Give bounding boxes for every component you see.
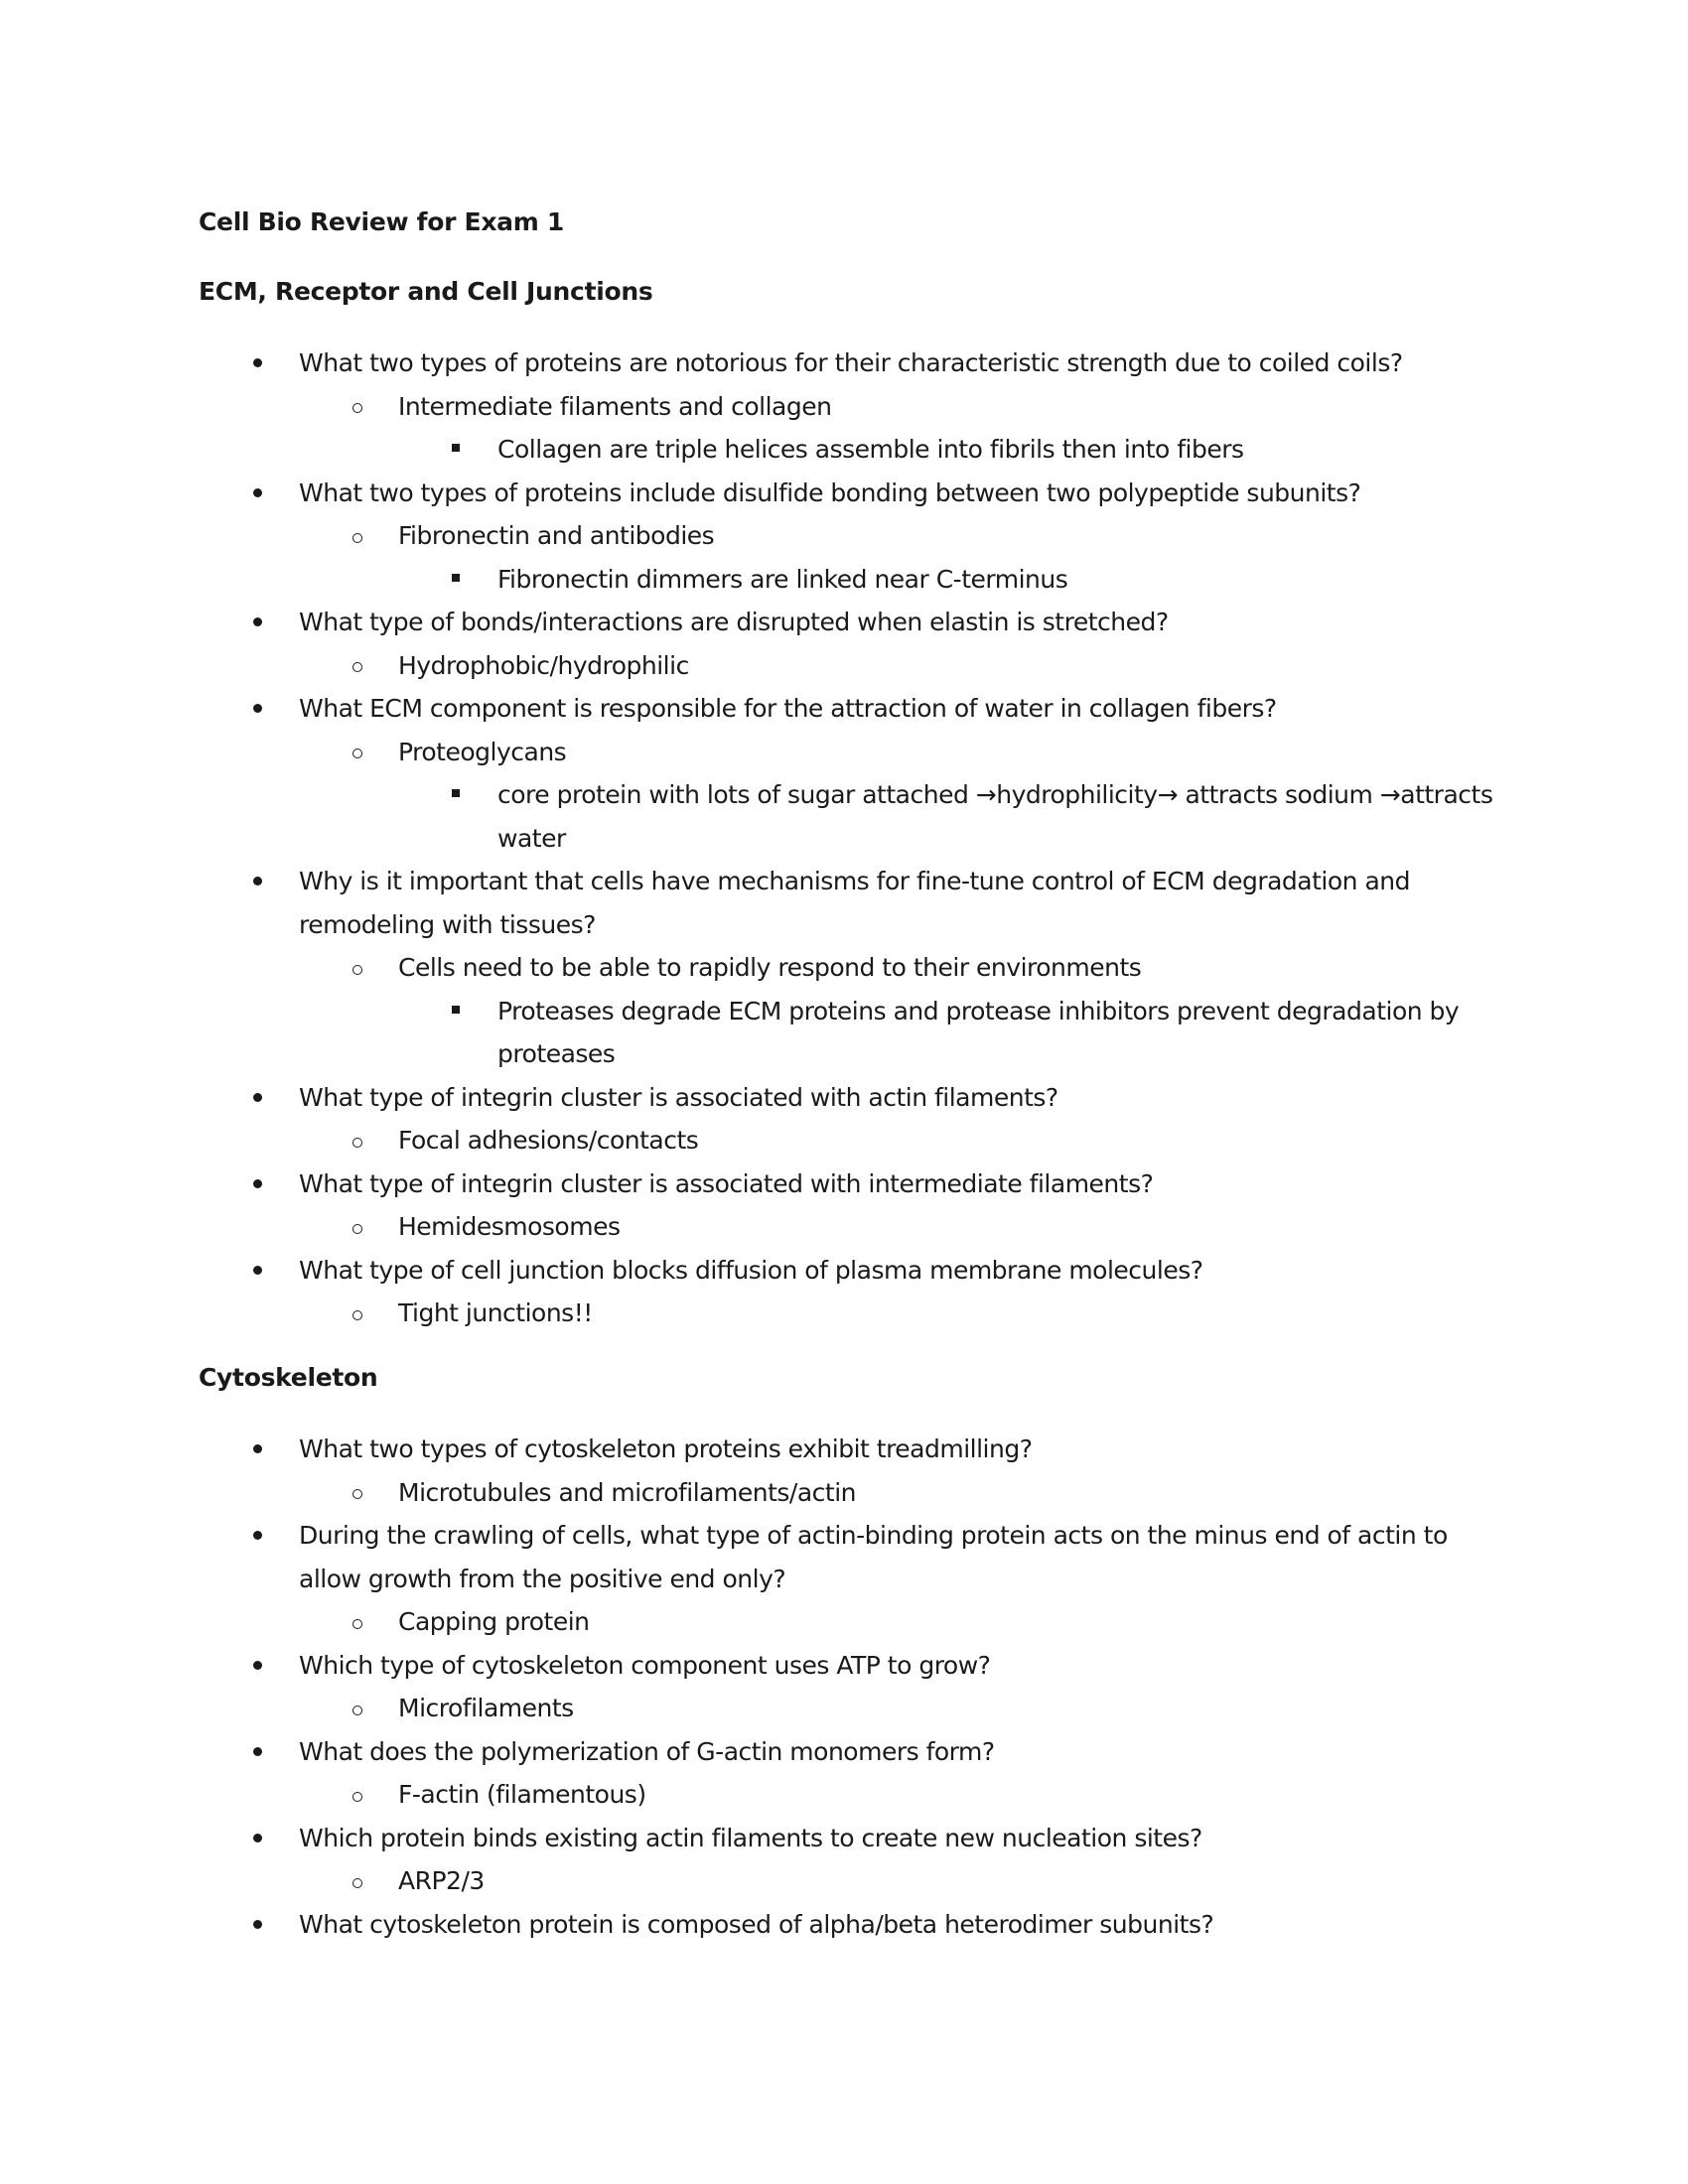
bullet-icon (250, 601, 264, 644)
item-text: Capping protein (398, 1607, 590, 1636)
item-text: core protein with lots of sugar attached →hydrophilicity→ attracts sodium →attracts water (497, 780, 1493, 853)
detail-item (0, 428, 1688, 472)
item-text: Microtubules and microfilaments/actin (398, 1477, 856, 1507)
answer-item (0, 1687, 1688, 1730)
item-text: What type of bonds/interactions are disrupted when elastin is stretched? (299, 608, 1169, 636)
question-item (0, 472, 1688, 515)
bullet-icon (250, 687, 264, 731)
item-text: Microfilaments (398, 1694, 574, 1722)
hollow-bullet-icon (350, 731, 365, 774)
hollow-bullet-icon (350, 1292, 365, 1335)
item-text: What does the polymerization of G-actin monomers form? (299, 1736, 995, 1766)
bullet-icon (250, 1076, 264, 1120)
question-item (0, 1514, 1688, 1600)
bullet-icon (250, 1249, 264, 1293)
item-text: Tight junctions!! (398, 1298, 593, 1327)
question-item (0, 1162, 1688, 1206)
question-item (0, 601, 1688, 644)
square-bullet-icon (450, 990, 462, 1033)
bullet-icon (250, 1903, 264, 1947)
hollow-bullet-icon (350, 644, 365, 688)
question-item (0, 687, 1688, 731)
answer-item (0, 1773, 1688, 1817)
answer-item (0, 1119, 1688, 1162)
item-text: What two types of proteins are notorious for their characteristic strength due to coiled coils? (299, 348, 1403, 377)
page-title: Cell Bio Review for Exam 1 (199, 207, 564, 236)
question-item (0, 1249, 1688, 1293)
item-text: Why is it important that cells have mechanisms for fine-tune control of ECM degradation and remodeling with tissues? (299, 867, 1410, 939)
answer-item (0, 514, 1688, 558)
square-bullet-icon (450, 773, 462, 817)
answer-item (0, 1205, 1688, 1249)
hollow-bullet-icon (350, 1773, 365, 1817)
bullet-icon (250, 1730, 264, 1774)
bullet-icon (250, 1644, 264, 1688)
section-heading-ecm: ECM, Receptor and Cell Junctions (199, 277, 653, 306)
detail-item (0, 990, 1688, 1076)
item-text: What two types of proteins include disulfide bonding between two polypeptide subunits? (299, 478, 1361, 507)
answer-item (0, 946, 1688, 990)
hollow-bullet-icon (350, 946, 365, 990)
answer-item (0, 1292, 1688, 1335)
cytoskeleton-question-list (0, 1428, 1688, 1946)
bullet-icon (250, 472, 264, 515)
item-text: What two types of cytoskeleton proteins exhibit treadmilling? (299, 1434, 1033, 1463)
item-text: Hemidesmosomes (398, 1212, 621, 1241)
question-item (0, 1076, 1688, 1120)
item-text: Cells need to be able to rapidly respond to their environments (398, 953, 1142, 982)
detail-item (0, 558, 1688, 602)
question-item (0, 1903, 1688, 1947)
bullet-icon (250, 1514, 264, 1558)
ecm-question-list (0, 341, 1688, 1335)
answer-item (0, 1471, 1688, 1515)
hollow-bullet-icon (350, 1687, 365, 1730)
bullet-icon (250, 1428, 264, 1471)
item-text: Which type of cytoskeleton component uses ATP to grow? (299, 1650, 991, 1680)
question-item (0, 1428, 1688, 1471)
bullet-icon (250, 1817, 264, 1860)
item-text: During the crawling of cells, what type of actin-binding protein acts on the minus end of actin to allow growth from the positive end only? (299, 1521, 1448, 1593)
answer-item (0, 1859, 1688, 1903)
question-item (0, 1730, 1688, 1774)
square-bullet-icon (450, 558, 462, 602)
item-text: ARP2/3 (398, 1866, 485, 1895)
item-text: What cytoskeleton protein is composed of alpha/beta heterodimer subunits? (299, 1909, 1214, 1939)
answer-item (0, 1600, 1688, 1644)
hollow-bullet-icon (350, 1600, 365, 1644)
bullet-icon (250, 860, 264, 903)
hollow-bullet-icon (350, 1859, 365, 1903)
item-text: F-actin (filamentous) (398, 1780, 646, 1809)
item-text: Intermediate filaments and collagen (398, 391, 832, 421)
answer-item (0, 644, 1688, 688)
item-text: What type of integrin cluster is associated with intermediate filaments? (299, 1168, 1154, 1198)
hollow-bullet-icon (350, 514, 365, 558)
section-heading-cytoskeleton: Cytoskeleton (199, 1363, 378, 1392)
hollow-bullet-icon (350, 385, 365, 429)
question-item (0, 860, 1688, 946)
item-text: Hydrophobic/hydrophilic (398, 650, 689, 680)
item-text: What type of integrin cluster is associated with actin filaments? (299, 1082, 1058, 1112)
answer-item (0, 385, 1688, 429)
item-text: What type of cell junction blocks diffusion of plasma membrane molecules? (299, 1255, 1203, 1285)
item-text: Fibronectin and antibodies (398, 521, 715, 550)
item-text: Proteoglycans (398, 737, 567, 766)
item-text: What ECM component is responsible for the attraction of water in collagen fibers? (299, 694, 1277, 723)
hollow-bullet-icon (350, 1119, 365, 1162)
detail-item (0, 773, 1688, 860)
bullet-icon (250, 341, 264, 385)
item-text: Focal adhesions/contacts (398, 1126, 699, 1155)
item-text: Proteases degrade ECM proteins and protease inhibitors prevent degradation by proteases (497, 996, 1460, 1068)
answer-item (0, 731, 1688, 774)
item-text: Collagen are triple helices assemble into fibrils then into fibers (497, 435, 1244, 464)
hollow-bullet-icon (350, 1205, 365, 1249)
item-text: Which protein binds existing actin filaments to create new nucleation sites? (299, 1823, 1202, 1852)
question-item (0, 1644, 1688, 1688)
bullet-icon (250, 1162, 264, 1206)
hollow-bullet-icon (350, 1471, 365, 1515)
item-text: Fibronectin dimmers are linked near C-terminus (497, 564, 1068, 594)
question-item (0, 1817, 1688, 1860)
square-bullet-icon (450, 428, 462, 472)
question-item (0, 341, 1688, 385)
